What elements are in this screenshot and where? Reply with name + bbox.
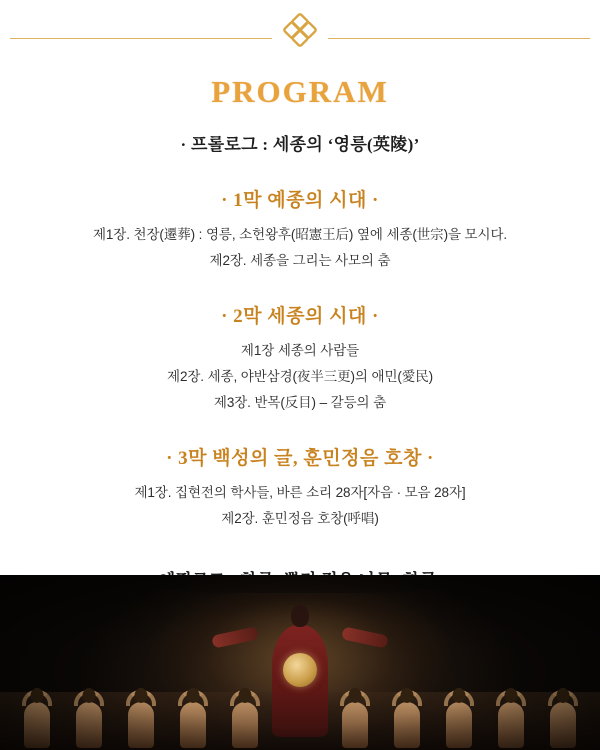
- scene-line: 제1장. 천장(遷葬) : 영릉, 소헌왕후(昭憲王后) 옆에 세종(世宗)을 모시다.: [92, 227, 508, 242]
- dancer: [338, 684, 372, 748]
- stage-performance-photo: [0, 575, 600, 750]
- scene-line: 제1장 세종의 사람들: [240, 342, 360, 358]
- act-block-3: [28, 443, 572, 533]
- knot-ornament-icon: [280, 10, 320, 50]
- act-title-3: · 3막 백성의 글, 훈민정음 호창 ·: [166, 447, 434, 469]
- dancer: [228, 684, 262, 748]
- page-title: PROGRAM: [211, 74, 389, 109]
- scene-line: 제2장. 세종, 야반삼경(夜半三更)의 애민(愛民): [167, 368, 433, 384]
- dancer: [494, 684, 528, 748]
- lead-head: [291, 605, 309, 627]
- scene-line: 제1장. 집현전의 학사들, 바른 소리 28자[자음 · 모음 28자]: [134, 484, 466, 500]
- scene-line: 제3장. 반목(反目) – 갈등의 춤: [213, 395, 387, 411]
- divider-line-left: [10, 38, 272, 39]
- dancer: [20, 684, 54, 748]
- scene-line: 제2장. 세종을 그리는 사모의 춤: [209, 253, 391, 269]
- dancer: [442, 684, 476, 748]
- scene-line: 제2장. 훈민정음 호창(呼唱): [221, 510, 379, 526]
- act-block-1: [28, 185, 572, 275]
- divider-line-right: [328, 38, 590, 39]
- dancer: [546, 684, 580, 748]
- dancer: [124, 684, 158, 748]
- dancer: [390, 684, 424, 748]
- prologue-line: · 프롤로그 : 세종의 ‘영릉(英陵)’: [180, 135, 420, 154]
- header-ornament-row: [0, 0, 600, 60]
- act-block-2: [28, 301, 572, 417]
- act-title-1: · 1막 예종의 시대 ·: [221, 190, 379, 211]
- dancer: [72, 684, 106, 748]
- program-content: [0, 130, 600, 591]
- act-title-2: · 2막 세종의 시대 ·: [221, 305, 379, 327]
- lead-emblem: [283, 653, 317, 687]
- dancer: [176, 684, 210, 748]
